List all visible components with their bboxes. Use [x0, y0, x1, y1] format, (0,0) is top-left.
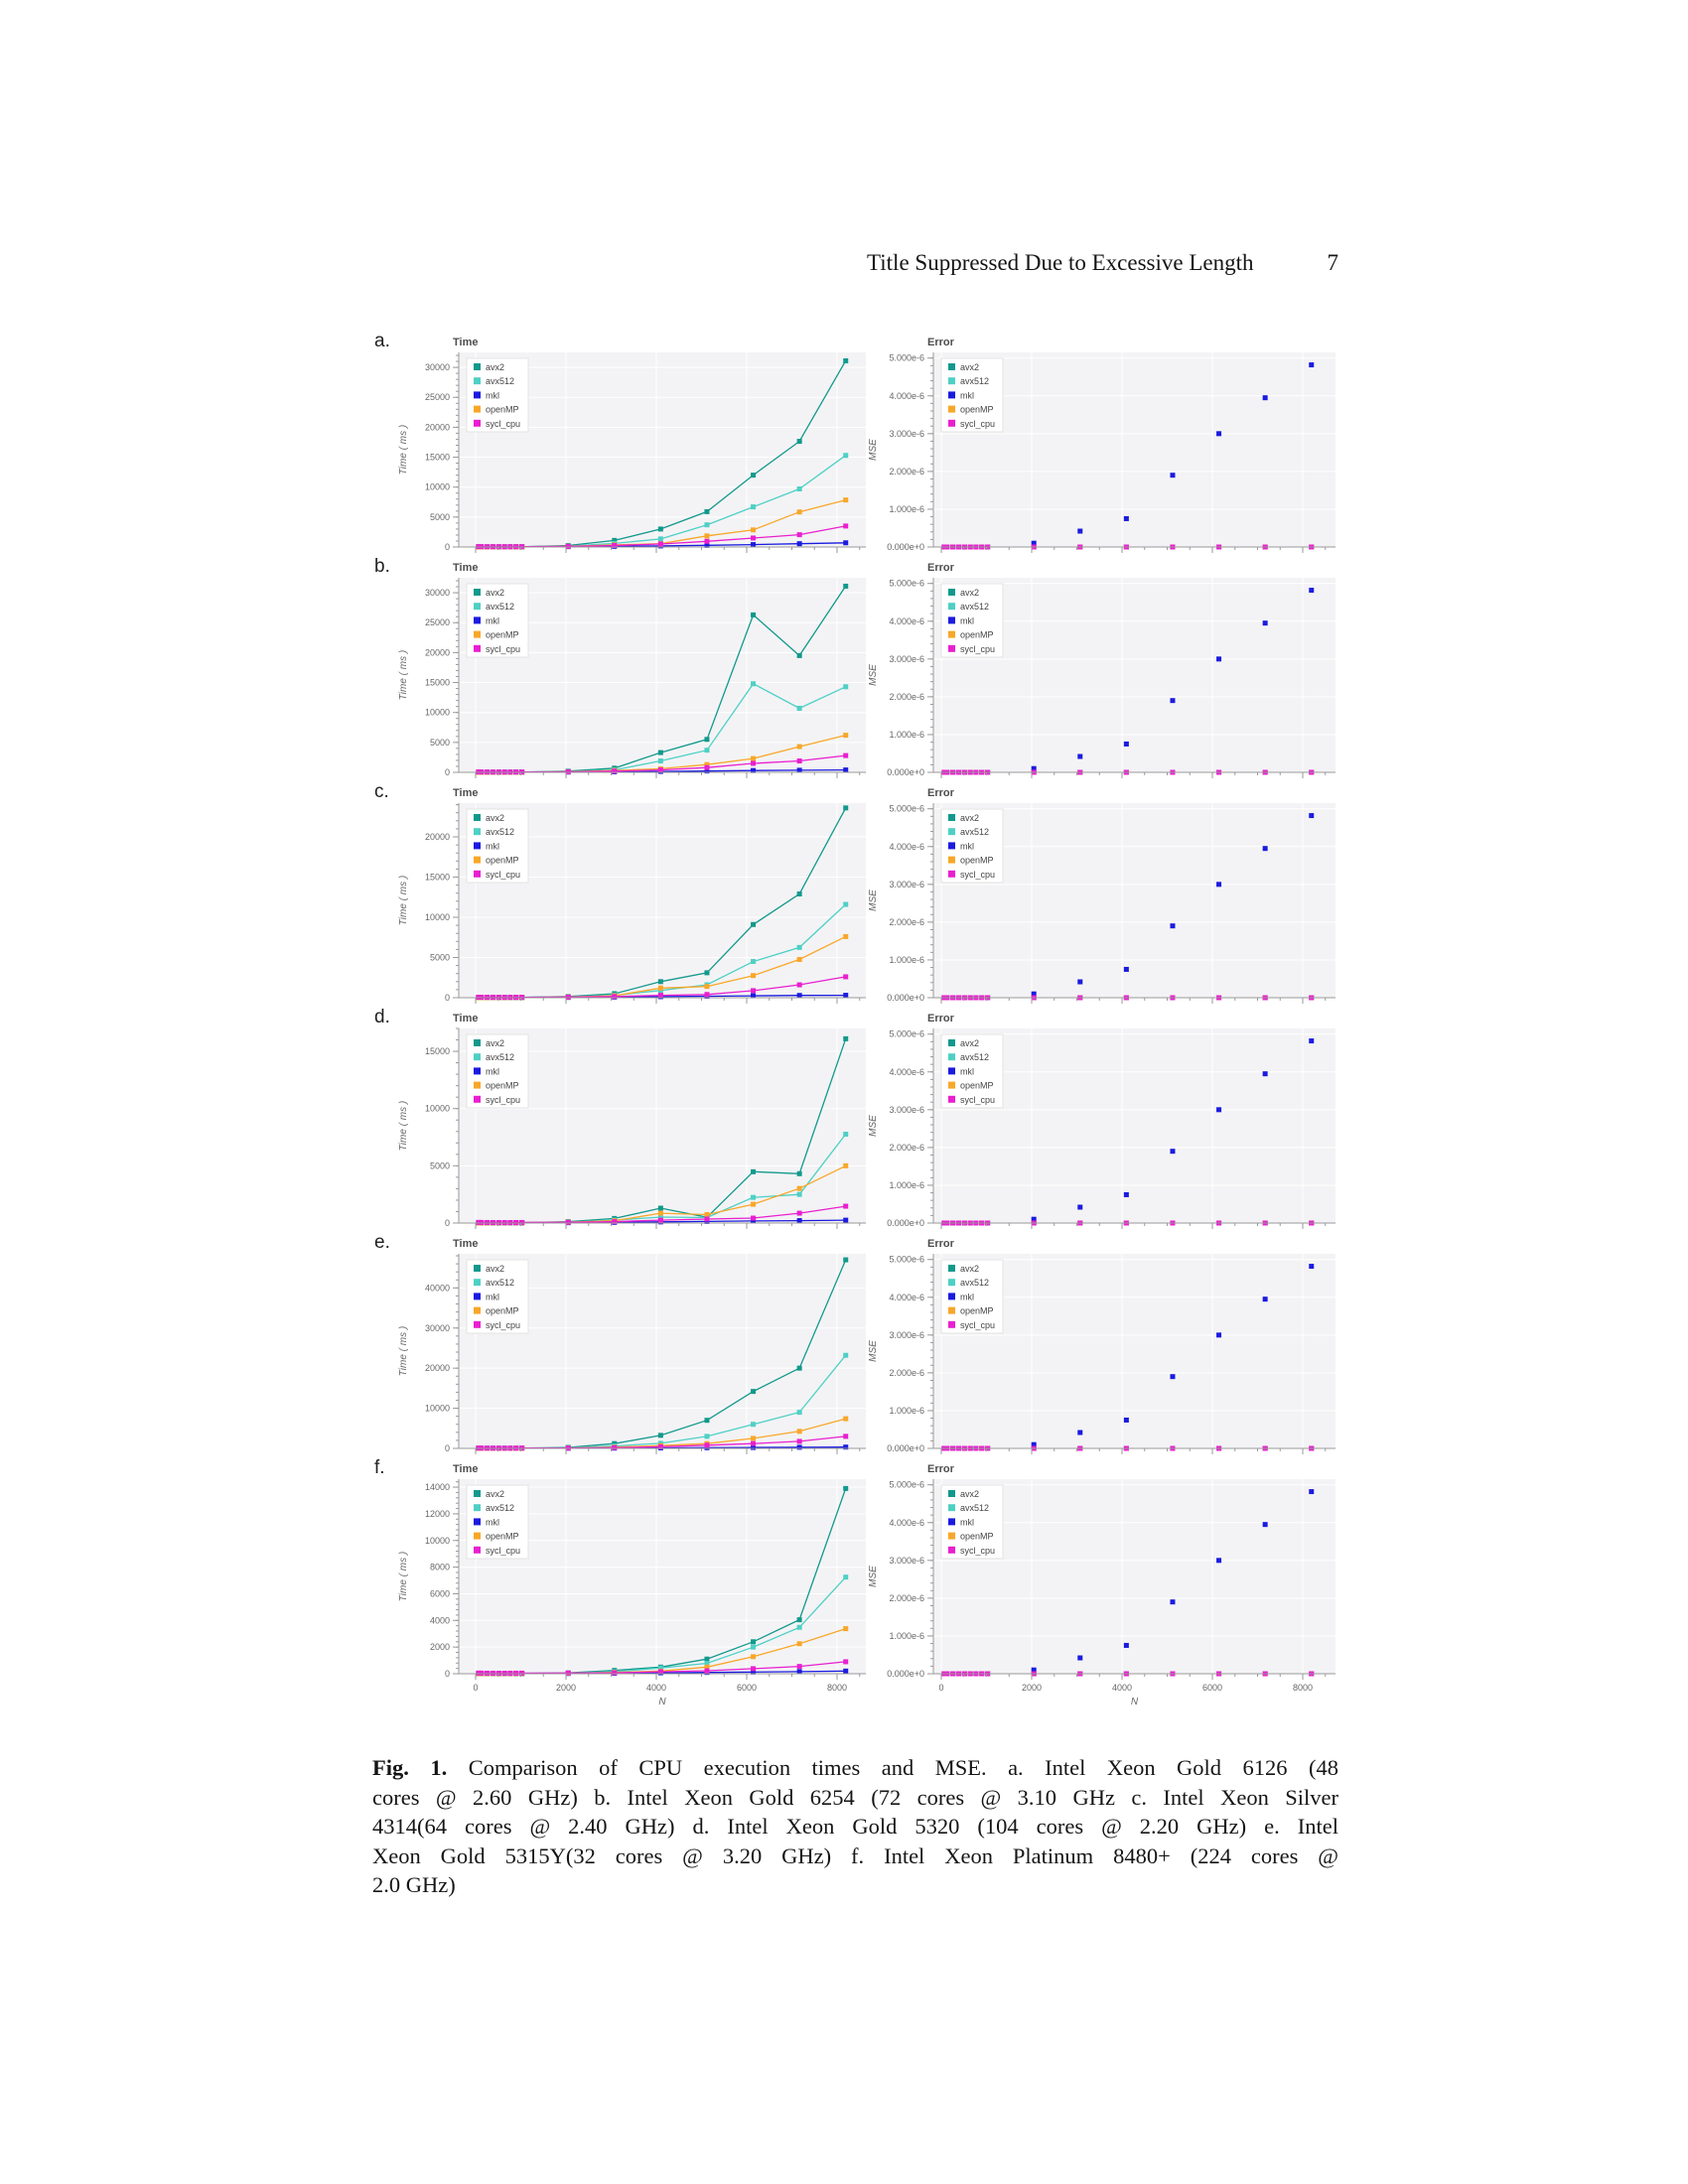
svg-text:25000: 25000 [424, 392, 450, 403]
svg-text:0: 0 [444, 993, 450, 1003]
svg-text:avx512: avx512 [486, 602, 515, 613]
svg-text:14000: 14000 [424, 1482, 450, 1493]
svg-text:sycl_cpu: sycl_cpu [960, 1319, 996, 1330]
svg-text:4.000e-6: 4.000e-6 [889, 841, 924, 852]
svg-text:sycl_cpu: sycl_cpu [960, 869, 996, 880]
svg-text:15000: 15000 [424, 452, 450, 463]
svg-text:10000: 10000 [424, 707, 450, 718]
svg-text:1.000e-6: 1.000e-6 [889, 954, 924, 965]
svg-text:N: N [658, 1697, 666, 1707]
svg-text:Time ( ms ): Time ( ms ) [398, 649, 409, 701]
svg-text:25000: 25000 [424, 617, 450, 628]
svg-text:0.000e+0: 0.000e+0 [887, 1669, 924, 1679]
svg-text:avx512: avx512 [960, 1503, 990, 1514]
svg-text:sycl_cpu: sycl_cpu [960, 1545, 996, 1556]
svg-text:mkl: mkl [486, 1292, 499, 1302]
svg-text:mkl: mkl [486, 841, 499, 852]
svg-text:6000: 6000 [1201, 1683, 1223, 1693]
svg-text:Time: Time [453, 787, 479, 799]
svg-text:0: 0 [444, 767, 450, 777]
svg-text:openMP: openMP [960, 1531, 994, 1542]
svg-text:avx2: avx2 [486, 1264, 505, 1274]
svg-text:8000: 8000 [1292, 1683, 1314, 1693]
svg-text:mkl: mkl [960, 1292, 974, 1302]
svg-text:openMP: openMP [960, 855, 994, 866]
svg-text:3.000e-6: 3.000e-6 [889, 879, 924, 889]
svg-text:4000: 4000 [645, 1683, 667, 1693]
svg-text:Time ( ms ): Time ( ms ) [398, 424, 409, 476]
svg-text:Error: Error [927, 562, 954, 574]
svg-text:15000: 15000 [424, 872, 450, 883]
svg-text:Time: Time [453, 337, 479, 348]
svg-text:2000: 2000 [1021, 1683, 1043, 1693]
svg-text:sycl_cpu: sycl_cpu [486, 1094, 521, 1105]
svg-text:MSE: MSE [868, 1115, 879, 1137]
svg-text:mkl: mkl [960, 390, 974, 401]
svg-text:Time ( ms ): Time ( ms ) [398, 1100, 409, 1152]
svg-text:sycl_cpu: sycl_cpu [960, 418, 996, 429]
time-chart-d [392, 1007, 884, 1267]
svg-text:Time: Time [453, 1238, 479, 1250]
svg-text:openMP: openMP [486, 1305, 519, 1316]
svg-text:0: 0 [444, 1443, 450, 1453]
svg-text:Time ( ms ): Time ( ms ) [398, 1551, 409, 1602]
svg-text:openMP: openMP [486, 1080, 519, 1091]
caption-line-1: Fig. 1. Comparison of CPU execution times and MSE. a. Intel Xeon Gold 6126 (48 [372, 1755, 1338, 1780]
svg-text:avx2: avx2 [486, 362, 505, 372]
caption-line-3: 4314(64 cores @ 2.40 GHz) d. Intel Xeon Gold 5320 (104 cores @ 2.20 GHz) e. Intel [372, 1814, 1338, 1839]
svg-text:mkl: mkl [960, 841, 974, 852]
svg-text:0.000e+0: 0.000e+0 [887, 767, 924, 777]
svg-text:N: N [1130, 1697, 1139, 1707]
svg-text:5000: 5000 [429, 511, 450, 522]
svg-text:avx2: avx2 [960, 1038, 980, 1048]
svg-text:MSE: MSE [868, 1340, 879, 1362]
svg-text:MSE: MSE [868, 439, 879, 461]
svg-text:40000: 40000 [424, 1283, 450, 1294]
svg-text:avx2: avx2 [486, 1038, 505, 1048]
row-label-a: a. [374, 331, 390, 351]
svg-text:2.000e-6: 2.000e-6 [889, 691, 924, 702]
svg-text:sycl_cpu: sycl_cpu [960, 1094, 996, 1105]
svg-text:6000: 6000 [736, 1683, 758, 1693]
caption-line-2: cores @ 2.60 GHz) b. Intel Xeon Gold 6254 (72 cores @ 3.10 GHz c. Intel Xeon Silver [372, 1784, 1338, 1810]
svg-text:4.000e-6: 4.000e-6 [889, 1066, 924, 1077]
row-label-b: b. [374, 556, 390, 577]
svg-text:5000: 5000 [429, 952, 450, 963]
svg-text:avx512: avx512 [486, 1278, 515, 1289]
svg-text:avx512: avx512 [960, 602, 990, 613]
error-chart-d [869, 1007, 1340, 1267]
svg-text:openMP: openMP [960, 629, 994, 640]
svg-text:avx2: avx2 [960, 588, 980, 598]
svg-text:1.000e-6: 1.000e-6 [889, 1405, 924, 1416]
svg-text:30000: 30000 [424, 362, 450, 373]
svg-text:10000: 10000 [424, 1103, 450, 1114]
svg-text:0.000e+0: 0.000e+0 [887, 993, 924, 1003]
figure-caption [372, 1753, 1338, 1900]
svg-text:30000: 30000 [424, 588, 450, 599]
error-chart-f [869, 1457, 1340, 1717]
svg-text:1.000e-6: 1.000e-6 [889, 1630, 924, 1641]
svg-text:openMP: openMP [960, 1080, 994, 1091]
svg-text:MSE: MSE [868, 889, 879, 911]
svg-text:mkl: mkl [486, 1066, 499, 1077]
svg-text:10000: 10000 [424, 1535, 450, 1546]
svg-text:20000: 20000 [424, 422, 450, 433]
svg-text:20000: 20000 [424, 647, 450, 658]
svg-text:2000: 2000 [429, 1642, 450, 1653]
svg-text:avx2: avx2 [960, 1264, 980, 1274]
svg-text:0: 0 [444, 1669, 450, 1679]
svg-text:mkl: mkl [486, 615, 499, 626]
svg-text:sycl_cpu: sycl_cpu [960, 643, 996, 654]
row-label-c: c. [374, 781, 389, 802]
svg-text:0: 0 [473, 1683, 479, 1693]
svg-text:Error: Error [927, 337, 954, 348]
svg-text:mkl: mkl [486, 390, 499, 401]
svg-text:3.000e-6: 3.000e-6 [889, 653, 924, 664]
svg-text:avx2: avx2 [960, 1489, 980, 1499]
svg-text:avx512: avx512 [960, 827, 990, 838]
svg-text:Time ( ms ): Time ( ms ) [398, 875, 409, 926]
svg-text:2.000e-6: 2.000e-6 [889, 1367, 924, 1378]
svg-text:2.000e-6: 2.000e-6 [889, 1592, 924, 1603]
svg-text:10000: 10000 [424, 912, 450, 923]
svg-text:3.000e-6: 3.000e-6 [889, 1329, 924, 1340]
row-label-e: e. [374, 1232, 390, 1253]
svg-text:10000: 10000 [424, 1403, 450, 1414]
svg-text:5000: 5000 [429, 1160, 450, 1171]
svg-text:0.000e+0: 0.000e+0 [887, 1218, 924, 1228]
svg-text:8000: 8000 [429, 1562, 450, 1572]
svg-text:2.000e-6: 2.000e-6 [889, 916, 924, 927]
svg-text:2.000e-6: 2.000e-6 [889, 466, 924, 477]
svg-text:avx2: avx2 [960, 362, 980, 372]
svg-text:Error: Error [927, 1013, 954, 1024]
svg-text:openMP: openMP [960, 1305, 994, 1316]
svg-text:4.000e-6: 4.000e-6 [889, 1292, 924, 1302]
time-chart-c [392, 781, 884, 1041]
row-label-d: d. [374, 1007, 390, 1027]
svg-text:Time ( ms ): Time ( ms ) [398, 1325, 409, 1377]
svg-text:Time: Time [453, 1013, 479, 1024]
svg-text:4.000e-6: 4.000e-6 [889, 615, 924, 626]
svg-text:Error: Error [927, 1463, 954, 1475]
error-chart-a [869, 331, 1340, 591]
svg-text:5.000e-6: 5.000e-6 [889, 352, 924, 363]
svg-text:5.000e-6: 5.000e-6 [889, 803, 924, 814]
svg-text:Error: Error [927, 787, 954, 799]
svg-text:8000: 8000 [826, 1683, 848, 1693]
svg-text:6000: 6000 [429, 1588, 450, 1599]
svg-text:mkl: mkl [960, 1517, 974, 1528]
svg-text:20000: 20000 [424, 1363, 450, 1374]
svg-text:avx2: avx2 [486, 1489, 505, 1499]
svg-text:2.000e-6: 2.000e-6 [889, 1142, 924, 1153]
svg-text:5.000e-6: 5.000e-6 [889, 1254, 924, 1265]
svg-text:3.000e-6: 3.000e-6 [889, 428, 924, 439]
page-number: 7 [1327, 250, 1338, 275]
svg-text:0: 0 [938, 1683, 944, 1693]
svg-text:avx512: avx512 [486, 1052, 515, 1063]
svg-text:5000: 5000 [429, 737, 450, 748]
svg-text:0.000e+0: 0.000e+0 [887, 542, 924, 552]
svg-text:openMP: openMP [486, 855, 519, 866]
svg-text:avx512: avx512 [960, 376, 990, 387]
svg-text:avx2: avx2 [486, 588, 505, 598]
svg-text:0: 0 [444, 542, 450, 552]
svg-text:sycl_cpu: sycl_cpu [486, 643, 521, 654]
svg-text:MSE: MSE [868, 1566, 879, 1587]
time-chart-f [392, 1457, 884, 1717]
svg-text:15000: 15000 [424, 1046, 450, 1057]
svg-text:avx512: avx512 [486, 1503, 515, 1514]
svg-text:5.000e-6: 5.000e-6 [889, 1028, 924, 1039]
svg-text:1.000e-6: 1.000e-6 [889, 729, 924, 740]
svg-text:10000: 10000 [424, 481, 450, 492]
svg-text:avx512: avx512 [960, 1052, 990, 1063]
svg-text:0.000e+0: 0.000e+0 [887, 1443, 924, 1453]
svg-text:openMP: openMP [486, 629, 519, 640]
svg-text:openMP: openMP [486, 404, 519, 415]
caption-line-4: Xeon Gold 5315Y(32 cores @ 3.20 GHz) f. Intel Xeon Platinum 8480+ (224 cores @ [372, 1843, 1338, 1868]
time-chart-b [392, 556, 884, 816]
svg-text:avx2: avx2 [486, 813, 505, 823]
svg-text:2000: 2000 [555, 1683, 577, 1693]
svg-text:mkl: mkl [960, 615, 974, 626]
svg-text:MSE: MSE [868, 664, 879, 686]
error-chart-e [869, 1232, 1340, 1492]
svg-text:5.000e-6: 5.000e-6 [889, 578, 924, 589]
svg-text:Time: Time [453, 562, 479, 574]
error-chart-b [869, 556, 1340, 816]
svg-text:avx512: avx512 [486, 376, 515, 387]
svg-text:5.000e-6: 5.000e-6 [889, 1479, 924, 1490]
time-chart-a [392, 331, 884, 591]
svg-text:openMP: openMP [486, 1531, 519, 1542]
svg-text:avx2: avx2 [960, 813, 980, 823]
running-title: Title Suppressed Due to Excessive Length [867, 250, 1254, 275]
row-label-f: f. [374, 1457, 385, 1478]
svg-text:4000: 4000 [429, 1615, 450, 1626]
svg-text:Time: Time [453, 1463, 479, 1475]
svg-text:sycl_cpu: sycl_cpu [486, 1545, 521, 1556]
svg-text:3.000e-6: 3.000e-6 [889, 1104, 924, 1115]
svg-text:sycl_cpu: sycl_cpu [486, 1319, 521, 1330]
svg-text:sycl_cpu: sycl_cpu [486, 869, 521, 880]
svg-text:mkl: mkl [960, 1066, 974, 1077]
svg-text:4.000e-6: 4.000e-6 [889, 390, 924, 401]
svg-text:1.000e-6: 1.000e-6 [889, 503, 924, 514]
svg-text:30000: 30000 [424, 1322, 450, 1333]
svg-text:Error: Error [927, 1238, 954, 1250]
caption-line-5: 2.0 GHz) [372, 1872, 456, 1897]
svg-text:4.000e-6: 4.000e-6 [889, 1517, 924, 1528]
svg-text:openMP: openMP [960, 404, 994, 415]
svg-text:0: 0 [444, 1218, 450, 1228]
svg-text:3.000e-6: 3.000e-6 [889, 1555, 924, 1566]
svg-text:1.000e-6: 1.000e-6 [889, 1179, 924, 1190]
svg-text:4000: 4000 [1111, 1683, 1133, 1693]
error-chart-c [869, 781, 1340, 1041]
svg-text:12000: 12000 [424, 1508, 450, 1519]
time-chart-e [392, 1232, 884, 1492]
svg-text:sycl_cpu: sycl_cpu [486, 418, 521, 429]
caption-label: Fig. 1. [372, 1755, 448, 1780]
svg-text:avx512: avx512 [960, 1278, 990, 1289]
svg-text:20000: 20000 [424, 832, 450, 843]
svg-text:avx512: avx512 [486, 827, 515, 838]
svg-text:15000: 15000 [424, 677, 450, 688]
svg-text:mkl: mkl [486, 1517, 499, 1528]
